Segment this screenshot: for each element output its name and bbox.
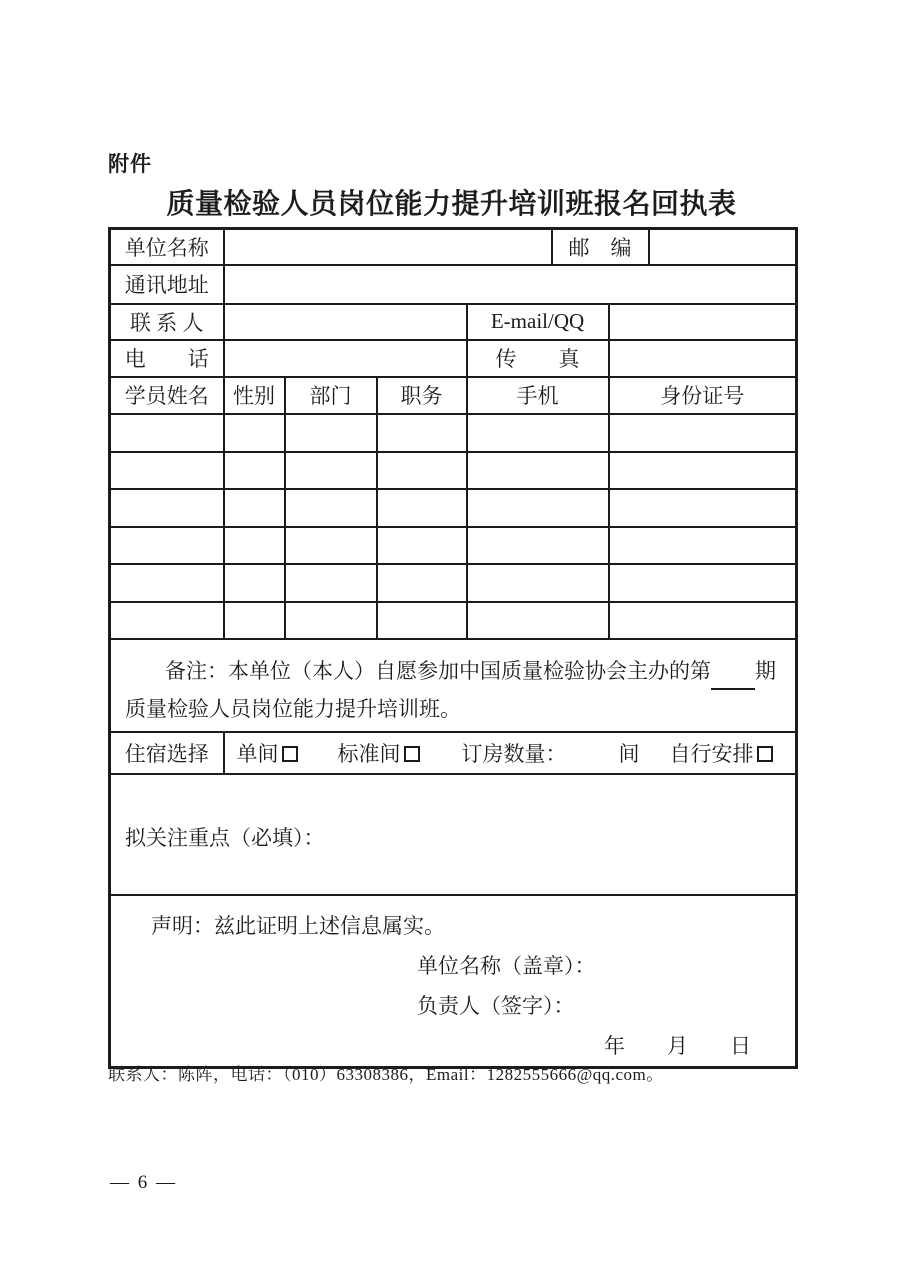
lodging-options-cell (224, 732, 797, 774)
attachment-label: 附件 (108, 153, 152, 176)
booking-qty-label: 订房数量： (461, 741, 567, 766)
email-qq-label: E-mail/QQ (467, 304, 609, 340)
table-cell (110, 602, 224, 639)
lodging-label: 住宿选择 (110, 732, 224, 774)
table-cell (609, 564, 797, 602)
address-input-area (224, 265, 797, 304)
table-cell (377, 414, 467, 452)
date-line: 年 月 日 (604, 1033, 751, 1058)
unit-seal-label: 单位名称（盖章）： (417, 953, 596, 978)
table-cell (285, 527, 377, 564)
single-room-label: 单间 (236, 741, 279, 766)
row-lodging (110, 732, 797, 774)
table-cell (285, 602, 377, 639)
contact-person-input-area (224, 304, 467, 340)
table-cell (110, 452, 224, 489)
table-cell (609, 452, 797, 489)
table-cell (110, 489, 224, 527)
footer-contact-info: 联系人：陈阵，电话：（010）63308386，Email：1282555666@qq.com。 (108, 1065, 664, 1084)
row-phone (110, 340, 797, 377)
declaration-statement: 声明：兹此证明上述信息属实。 (151, 913, 445, 938)
table-cell (377, 489, 467, 527)
room-unit-label: 间 (618, 741, 640, 766)
column-header-id-number: 身份证号 (609, 377, 797, 414)
table-cell (285, 489, 377, 527)
table-cell (467, 489, 609, 527)
self-arrange-option (670, 738, 773, 768)
remark-label: 备注： (165, 659, 228, 683)
single-room-option (237, 738, 298, 768)
table-cell (110, 527, 224, 564)
remark-line1 (117, 642, 789, 690)
table-cell (467, 564, 609, 602)
table-cell (467, 452, 609, 489)
contact-person-label: 联 系 人 (110, 304, 224, 340)
table-cell (224, 452, 285, 489)
column-header-student-name: 学员姓名 (110, 377, 224, 414)
fax-input-area (609, 340, 797, 377)
row-declaration (110, 895, 797, 1068)
standard-room-checkbox (404, 746, 420, 762)
column-header-position: 职务 (377, 377, 467, 414)
single-room-checkbox (282, 746, 298, 762)
table-cell (377, 527, 467, 564)
table-cell (224, 564, 285, 602)
table-cell (467, 602, 609, 639)
standard-room-label: 标准间 (337, 741, 401, 766)
student-row (110, 527, 797, 564)
email-qq-input-area (609, 304, 797, 340)
lodging-options (231, 738, 790, 768)
table-cell (377, 564, 467, 602)
self-arrange-label: 自行安排 (669, 741, 754, 766)
focus-cell (110, 774, 797, 895)
table-cell (224, 527, 285, 564)
address-label: 通讯地址 (110, 265, 224, 304)
row-student-header (110, 377, 797, 414)
remark-line2: 质量检验人员岗位能力提升培训班。 (125, 697, 461, 721)
fax-label: 传 真 (467, 340, 609, 377)
student-row (110, 489, 797, 527)
table-cell (609, 602, 797, 639)
standard-room-option (338, 738, 420, 768)
row-remark (110, 639, 797, 732)
form-title: 质量检验人员岗位能力提升培训班报名回执表 (166, 189, 737, 220)
row-unit-name (110, 229, 797, 265)
self-arrange-checkbox (757, 746, 773, 762)
table-cell (377, 452, 467, 489)
table-cell (110, 564, 224, 602)
focus-label: 拟关注重点（必填）： (125, 826, 325, 850)
phone-label: 电 话 (110, 340, 224, 377)
student-row (110, 414, 797, 452)
table-cell (609, 414, 797, 452)
column-header-mobile: 手机 (467, 377, 609, 414)
table-cell (467, 414, 609, 452)
row-contact-person (110, 304, 797, 340)
table-cell (285, 452, 377, 489)
student-row (110, 602, 797, 639)
remark-suffix: 期 (755, 659, 776, 683)
table-cell (285, 564, 377, 602)
student-row (110, 452, 797, 489)
table-cell (224, 489, 285, 527)
remark-cell (110, 639, 797, 732)
phone-input-area (224, 340, 467, 377)
row-address (110, 265, 797, 304)
table-cell (224, 602, 285, 639)
registration-table (108, 227, 798, 1069)
session-number-blank (711, 669, 755, 690)
unit-name-label: 单位名称 (110, 229, 224, 265)
declaration-cell (110, 895, 797, 1068)
table-cell (224, 414, 285, 452)
column-header-department: 部门 (285, 377, 377, 414)
signer-label: 负责人（签字）： (417, 993, 575, 1018)
table-cell (285, 414, 377, 452)
table-cell (467, 527, 609, 564)
table-cell (609, 527, 797, 564)
remark-text: 本单位（本人）自愿参加中国质量检验协会主办的第 (228, 659, 711, 683)
table-cell (609, 489, 797, 527)
row-focus (110, 774, 797, 895)
page-number: — 6 — (110, 1172, 177, 1193)
postcode-label: 邮 编 (552, 229, 649, 265)
column-header-gender: 性别 (224, 377, 285, 414)
unit-name-input-area (224, 229, 552, 265)
table-cell (377, 602, 467, 639)
postcode-input-area (649, 229, 797, 265)
student-row (110, 564, 797, 602)
table-cell (110, 414, 224, 452)
